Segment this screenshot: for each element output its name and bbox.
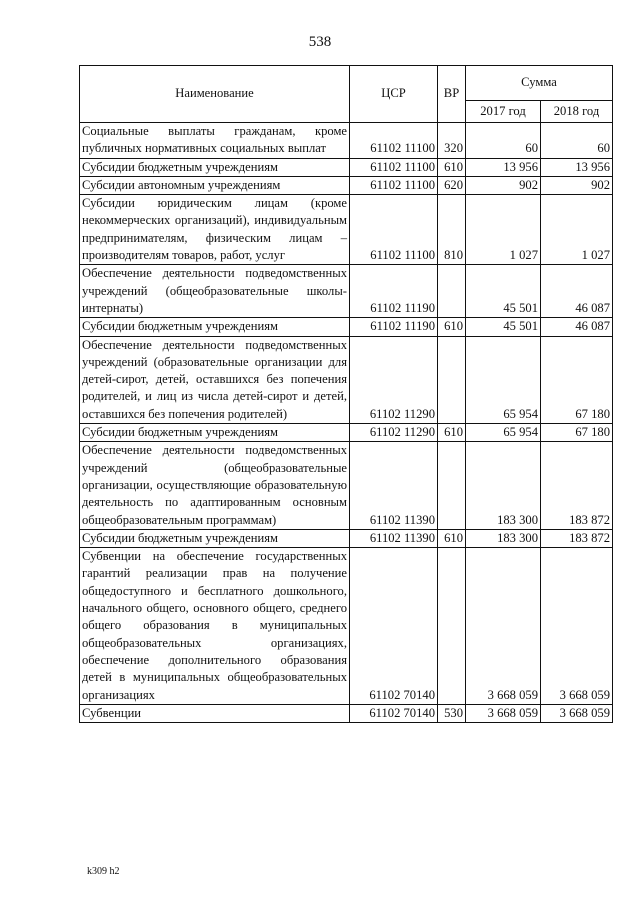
row-sum-2017: 65 954 <box>466 336 541 423</box>
row-csr: 61102 11190 <box>350 265 438 318</box>
row-sum-2017: 13 956 <box>466 158 541 176</box>
row-sum-2017: 3 668 059 <box>466 704 541 722</box>
page-number: 538 <box>308 34 332 50</box>
row-vr: 530 <box>438 704 466 722</box>
row-csr: 61102 11390 <box>350 442 438 529</box>
row-csr: 61102 11290 <box>350 424 438 442</box>
row-name: Субсидии бюджетным учреждениям <box>80 158 350 176</box>
table-row <box>80 123 613 159</box>
row-vr: 610 <box>438 158 466 176</box>
row-vr: 320 <box>438 123 466 159</box>
table-row <box>80 195 613 265</box>
table-row <box>80 529 613 547</box>
row-vr: 610 <box>438 424 466 442</box>
row-csr: 61102 70140 <box>350 704 438 722</box>
row-sum-2018: 67 180 <box>541 336 613 423</box>
budget-table <box>79 65 613 723</box>
row-sum-2017: 1 027 <box>466 195 541 265</box>
row-sum-2017: 183 300 <box>466 529 541 547</box>
row-name: Субсидии бюджетным учреждениям <box>80 424 350 442</box>
table-row <box>80 176 613 194</box>
row-sum-2018: 183 872 <box>541 529 613 547</box>
row-sum-2018: 46 087 <box>541 265 613 318</box>
row-name: Обеспечение деятельности подведомственных учреждений (общеобразовательные школы-интернаты) <box>80 265 350 318</box>
table-row <box>80 318 613 336</box>
row-sum-2017: 3 668 059 <box>466 548 541 705</box>
row-sum-2017: 183 300 <box>466 442 541 529</box>
row-sum-2018: 67 180 <box>541 424 613 442</box>
row-vr: 620 <box>438 176 466 194</box>
row-vr <box>438 336 466 423</box>
row-sum-2018: 902 <box>541 176 613 194</box>
row-sum-2017: 45 501 <box>466 318 541 336</box>
table-row <box>80 424 613 442</box>
row-sum-2018: 60 <box>541 123 613 159</box>
header-year-2017: 2017 год <box>466 100 541 122</box>
row-vr: 610 <box>438 529 466 547</box>
row-vr: 810 <box>438 195 466 265</box>
row-name: Субвенции на обеспечение государственных гарантий реализации прав на получение общедоступного и бесплатного дошкольного, начального общего, основного общего, среднего общего образования в муниципальных общеобразовательных организациях, обеспечение дополнительного образования детей в муниципальных общеобразовательных организациях <box>80 548 350 705</box>
row-name: Субвенции <box>80 704 350 722</box>
table-row <box>80 442 613 529</box>
header-name: Наименование <box>80 66 350 123</box>
row-csr: 61102 11100 <box>350 123 438 159</box>
row-csr: 61102 11100 <box>350 195 438 265</box>
row-sum-2018: 1 027 <box>541 195 613 265</box>
row-name: Социальные выплаты гражданам, кроме публичных нормативных социальных выплат <box>80 123 350 159</box>
row-csr: 61102 11390 <box>350 529 438 547</box>
row-vr <box>438 265 466 318</box>
table-row <box>80 704 613 722</box>
row-sum-2017: 60 <box>466 123 541 159</box>
row-sum-2018: 13 956 <box>541 158 613 176</box>
row-csr: 61102 11290 <box>350 336 438 423</box>
table-row <box>80 548 613 705</box>
row-csr: 61102 11190 <box>350 318 438 336</box>
table-row <box>80 265 613 318</box>
row-sum-2018: 3 668 059 <box>541 548 613 705</box>
row-sum-2018: 46 087 <box>541 318 613 336</box>
row-sum-2017: 65 954 <box>466 424 541 442</box>
row-vr <box>438 442 466 529</box>
row-vr <box>438 548 466 705</box>
row-vr: 610 <box>438 318 466 336</box>
row-name: Субсидии автономным учреждениям <box>80 176 350 194</box>
header-csr: ЦСР <box>350 66 438 123</box>
row-name: Субсидии бюджетным учреждениям <box>80 318 350 336</box>
row-csr: 61102 11100 <box>350 158 438 176</box>
header-vr: ВР <box>438 66 466 123</box>
row-csr: 61102 70140 <box>350 548 438 705</box>
footer-code: k309 h2 <box>87 866 120 877</box>
row-csr: 61102 11100 <box>350 176 438 194</box>
table-row <box>80 336 613 423</box>
row-name: Обеспечение деятельности подведомственных учреждений (общеобразовательные организации, осуществляющие образовательную деятельность по адаптированным основным общеобразовательным программам) <box>80 442 350 529</box>
header-year-2018: 2018 год <box>541 100 613 122</box>
table-row <box>80 158 613 176</box>
row-sum-2018: 3 668 059 <box>541 704 613 722</box>
row-name: Субсидии юридическим лицам (кроме некоммерческих организаций), индивидуальным предпринимателям, физическим лицам – производителям товаров, работ, услуг <box>80 195 350 265</box>
row-sum-2018: 183 872 <box>541 442 613 529</box>
row-sum-2017: 902 <box>466 176 541 194</box>
header-sum: Сумма <box>466 66 613 101</box>
row-sum-2017: 45 501 <box>466 265 541 318</box>
row-name: Обеспечение деятельности подведомственных учреждений (образовательные организации для детей-сирот, детей, оставшихся без попечения родителей, и лиц из числа детей-сирот и детей, оставшихся без попечения родителей) <box>80 336 350 423</box>
row-name: Субсидии бюджетным учреждениям <box>80 529 350 547</box>
